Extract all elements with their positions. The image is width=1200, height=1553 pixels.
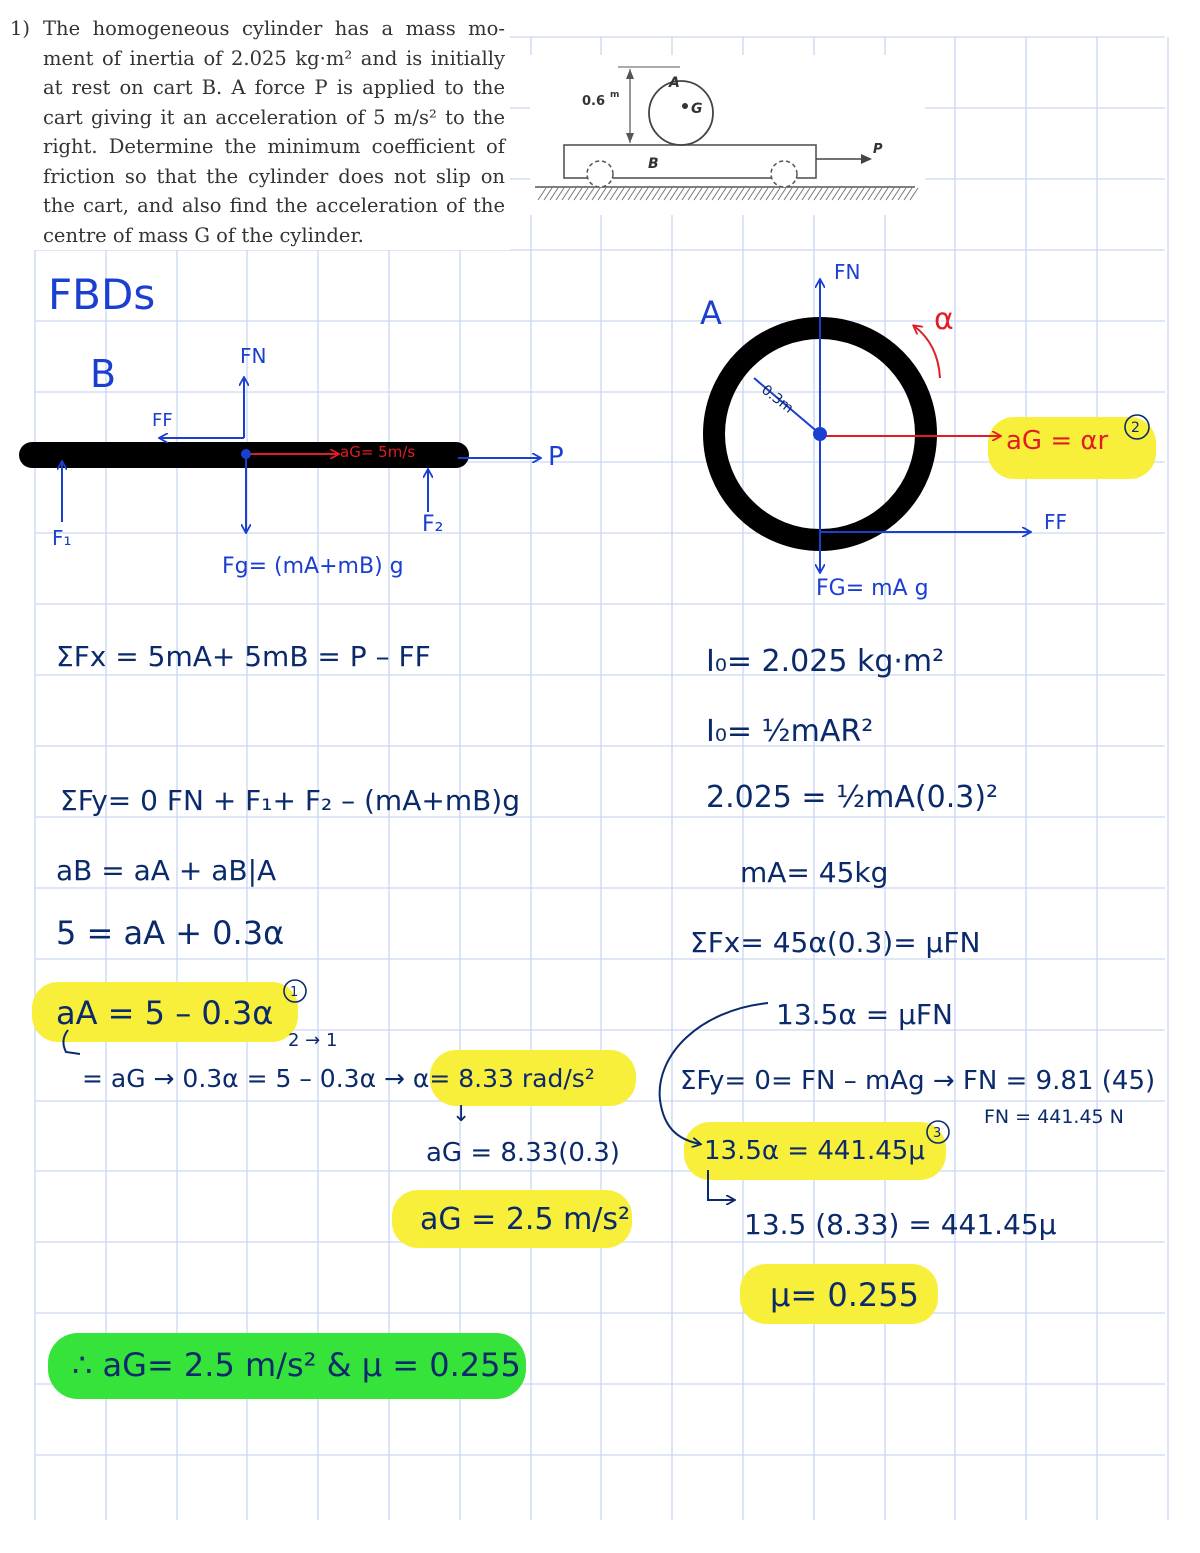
connector-arrow-eq3: [708, 1170, 734, 1200]
dimension-unit: m: [610, 90, 620, 100]
eq-ag-calc: aG = 8.33(0.3): [426, 1138, 620, 1168]
eq-relative-accel: aB = aA + aB|A: [56, 854, 277, 887]
eq-substitution: 5 = aA + 0.3α: [56, 914, 285, 952]
force-p-label: P: [873, 142, 883, 157]
problem-line: the cart, and also find the acceleration of the: [43, 194, 505, 217]
combine-note: 2 → 1: [288, 1030, 338, 1051]
fbd-b-fg-label: Fg= (mA+mB) g: [222, 554, 404, 579]
eq-ag-result: aG = 2.5 m/s²: [420, 1202, 631, 1237]
eq1-circled-label: 1: [290, 985, 299, 1000]
problem-line: right. Determine the minimum coefficient of: [43, 135, 505, 158]
fbd-a-ff-label: FF: [1044, 510, 1068, 534]
eq-sum-fy-a: ΣFy= 0= FN – mAg → FN = 9.81 (45): [680, 1066, 1156, 1096]
problem-line: The homogeneous cylinder has a mass mo-: [43, 17, 505, 40]
fbd-b-f2-label: F₂: [422, 512, 444, 537]
connector-bracket-left: [63, 1030, 80, 1054]
eq-mass-a: mA= 45kg: [740, 856, 889, 889]
fbd-a-label: A: [700, 294, 722, 332]
dimension-label: 0.6: [582, 94, 606, 109]
eq-io-formula: I₀= ½mAR²: [706, 714, 874, 749]
fbd-a-fn-label: FN: [834, 260, 861, 284]
eq-3: 13.5α = 441.45μ: [704, 1136, 925, 1166]
eq-sum-fy-b: ΣFy= 0 FN + F₁+ F₂ – (mA+mB)g: [60, 784, 521, 817]
fbd-b-ff-label: FF: [152, 410, 173, 431]
eq-io-substitution: 2.025 = ½mA(0.3)²: [706, 780, 999, 815]
problem-line: friction so that the cylinder does not slip on: [43, 164, 505, 188]
eq-io-value: I₀= 2.025 kg·m²: [706, 644, 945, 679]
fbd-a-ag-label: aG = αr: [1006, 426, 1109, 456]
problem-line: centre of mass G of the cylinder.: [43, 223, 364, 247]
fbd-b-label: B: [90, 352, 117, 396]
problem-line: at rest on cart B. A force P is applied to the: [43, 76, 505, 99]
center-label: G: [691, 101, 703, 117]
problem-number: 1): [10, 17, 31, 40]
eq-3-substitution: 13.5 (8.33) = 441.45μ: [744, 1208, 1057, 1241]
eq-combine: = aG → 0.3α = 5 – 0.3α → α= 8.33 rad/s²: [82, 1064, 595, 1093]
fbd-a-alpha-label: α: [934, 302, 954, 337]
fbd-b-fn-label: FN: [240, 344, 267, 368]
fbd-b-f1-label: F₁: [52, 526, 72, 550]
eq-mu-result: μ= 0.255: [770, 1276, 919, 1314]
eq3-circled-label: 3: [933, 1126, 942, 1141]
eq-fn-value: FN = 441.45 N: [984, 1106, 1124, 1128]
fbd-title: FBDs: [48, 270, 156, 319]
final-answer: ∴ aG= 2.5 m/s² & μ = 0.255: [72, 1346, 521, 1384]
fbd-b-accel-label: aG= 5m/s: [340, 443, 416, 461]
fbd-a-fg-label: FG= mA g: [816, 576, 929, 601]
cart-label: B: [648, 156, 659, 172]
problem-line: ment of inertia of 2.025 kg·m² and is initially: [43, 46, 505, 70]
eq-mu-fn: 13.5α = μFN: [776, 998, 953, 1031]
fbd-b-p-label: P: [548, 442, 564, 472]
eq-sum-fx-a: ΣFx= 45α(0.3)= μFN: [690, 926, 981, 959]
down-arrow: ↓: [452, 1102, 471, 1127]
problem-line: cart giving it an acceleration of 5 m/s² to the: [43, 105, 505, 129]
eq-1: aA = 5 – 0.3α: [56, 994, 274, 1032]
fbd-a-center: [813, 427, 827, 441]
eq-sum-fx-b: ΣFx = 5mA+ 5mB = P – FF: [56, 640, 431, 673]
cylinder-label: A: [669, 75, 680, 91]
ag-circled-label: 2: [1131, 420, 1140, 436]
fbd-a-radius-label: 0.3m: [758, 382, 797, 417]
